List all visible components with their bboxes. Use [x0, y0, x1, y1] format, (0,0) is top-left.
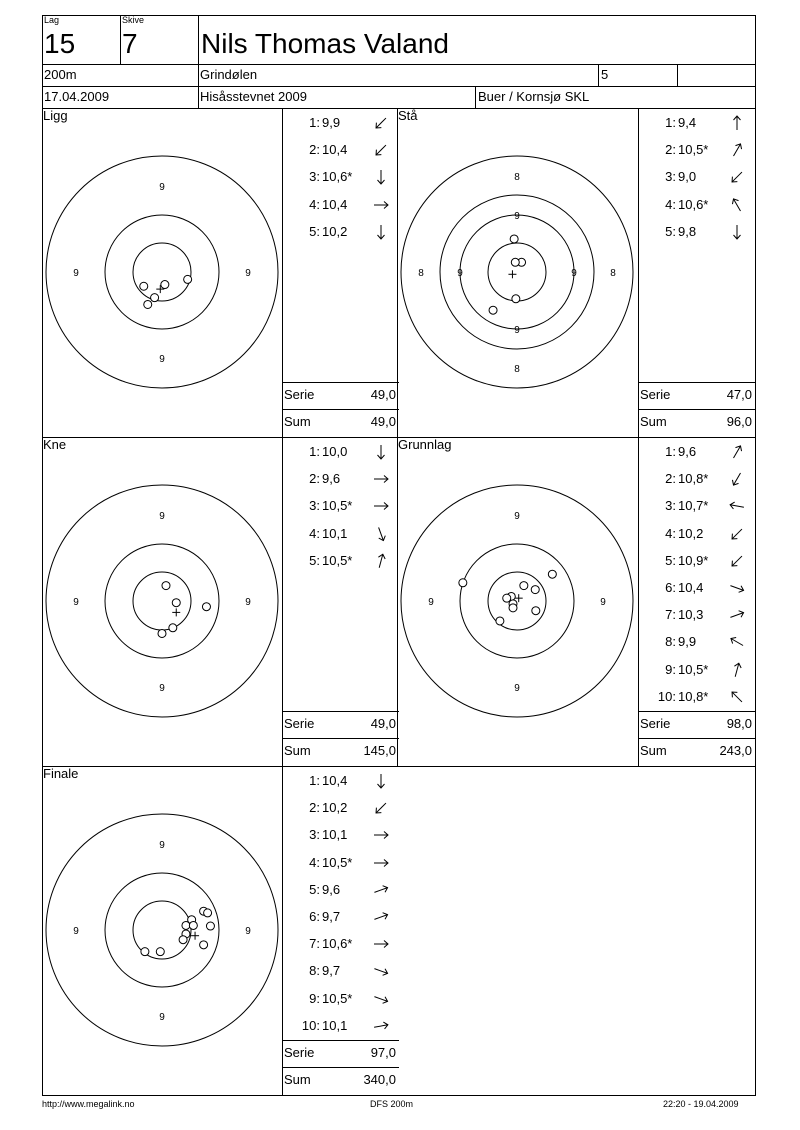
serie-label: Serie — [640, 716, 671, 731]
lag-value: 15 — [44, 28, 76, 59]
shot-hole — [179, 936, 187, 944]
shot-number: 10: — [301, 1017, 320, 1033]
direction-arrow-icon — [728, 443, 746, 461]
shot-number: 3: — [309, 498, 320, 514]
shot-value: 9,8 — [678, 223, 697, 239]
shot-number: 10: — [657, 688, 676, 704]
shot-hole — [510, 235, 518, 243]
shot-number: 9: — [665, 661, 676, 677]
shot-value: 9,6 — [322, 881, 341, 897]
shot-number: 1: — [309, 115, 320, 130]
direction-arrow-icon — [728, 168, 746, 186]
target-ring — [105, 215, 219, 329]
class-value: 5 — [601, 67, 609, 82]
club-name: Buer / Kornsjø SKL — [478, 89, 590, 104]
direction-arrow-icon — [728, 196, 746, 214]
sum-value: 145,0 — [363, 743, 396, 758]
shot-number: 2: — [309, 471, 320, 487]
shot-number: 4: — [665, 525, 676, 541]
shot-hole — [162, 582, 170, 590]
event-name: Hisåsstevnet 2009 — [200, 89, 307, 104]
lag-label: Lag — [44, 15, 60, 25]
shot-hole — [496, 617, 504, 625]
direction-arrow-icon — [728, 141, 746, 159]
sum-value: 243,0 — [719, 743, 752, 758]
shot-hole — [156, 948, 164, 956]
shot-value: 10,4 — [322, 773, 348, 788]
shot-value: 10,6* — [322, 169, 353, 185]
shot-hole — [141, 948, 149, 956]
shot-value: 10,6* — [322, 936, 353, 952]
shot-hole — [520, 582, 528, 590]
footer-program: DFS 200m — [370, 1099, 414, 1109]
shot-hole — [204, 909, 212, 917]
shot-value: 10,1 — [322, 1017, 348, 1033]
ring-label: 9 — [159, 683, 165, 694]
direction-arrow-icon — [728, 606, 746, 624]
shot-hole — [151, 294, 159, 302]
serie-label: Serie — [640, 387, 671, 402]
shot-hole — [503, 594, 511, 602]
ring-label: 9 — [514, 325, 520, 336]
direction-arrow-icon — [728, 470, 746, 488]
range-name: Grindølen — [200, 67, 258, 82]
sum-label: Sum — [284, 743, 311, 758]
direction-arrow-icon — [728, 497, 746, 515]
direction-arrow-icon — [372, 223, 390, 241]
skive-label: Skive — [122, 15, 145, 25]
direction-arrow-icon — [372, 908, 390, 926]
shot-value: 10,7* — [678, 498, 709, 514]
target-ring — [460, 544, 574, 658]
stage-name: Kne — [43, 437, 67, 452]
ring-label: 8 — [610, 268, 616, 279]
shot-number: 1: — [665, 115, 676, 130]
serie-value: 49,0 — [370, 716, 396, 731]
ring-label: 9 — [600, 597, 606, 608]
target-ring — [401, 156, 633, 388]
shot-hole — [140, 282, 148, 290]
shot-number: 9: — [309, 990, 320, 1006]
shot-number: 4: — [309, 196, 320, 212]
shot-value: 10,6* — [678, 196, 709, 212]
shot-hole — [512, 295, 520, 303]
direction-arrow-icon — [372, 443, 390, 461]
shot-number: 5: — [309, 223, 320, 239]
direction-arrow-icon — [372, 935, 390, 953]
shot-hole — [169, 624, 177, 632]
footer-timestamp: 22:20 - 19.04.2009 — [663, 1099, 739, 1109]
shooter-name: Nils Thomas Valand — [201, 28, 449, 59]
direction-arrow-icon — [728, 114, 746, 132]
shot-hole — [202, 603, 210, 611]
shot-value: 10,5* — [322, 854, 353, 870]
shot-number: 3: — [309, 169, 320, 185]
shot-hole — [172, 599, 180, 607]
ring-label: 9 — [514, 683, 520, 694]
shot-number: 2: — [665, 471, 676, 487]
ring-label: 8 — [514, 172, 520, 183]
target-ring — [488, 243, 546, 301]
shot-number: 7: — [309, 936, 320, 952]
direction-arrow-icon — [372, 826, 390, 844]
serie-label: Serie — [284, 1045, 315, 1060]
target-ring — [133, 572, 191, 630]
shot-number: 5: — [665, 552, 676, 568]
direction-arrow-icon — [728, 552, 746, 570]
shot-hole — [206, 922, 214, 930]
shot-value: 10,2 — [322, 223, 348, 239]
shot-number: 3: — [665, 169, 676, 185]
shot-value: 10,3 — [678, 607, 704, 623]
shot-number: 1: — [309, 773, 320, 788]
target-diagram — [42, 437, 282, 766]
direction-arrow-icon — [728, 223, 746, 241]
shot-value: 10,5* — [322, 552, 353, 568]
ring-label: 9 — [245, 926, 251, 937]
direction-arrow-icon — [372, 881, 390, 899]
ring-label: 9 — [428, 597, 434, 608]
shot-value: 10,1 — [322, 525, 348, 541]
shot-number: 8: — [309, 963, 320, 979]
shot-hole — [511, 258, 519, 266]
direction-arrow-icon — [372, 525, 390, 543]
shot-value: 9,4 — [678, 115, 697, 130]
skive-value: 7 — [122, 28, 138, 59]
shot-number: 3: — [665, 498, 676, 514]
footer-url: http://www.megalink.no — [42, 1099, 135, 1109]
sum-label: Sum — [640, 414, 667, 429]
direction-arrow-icon — [728, 579, 746, 597]
ring-label: 9 — [514, 511, 520, 522]
ring-label: 9 — [159, 354, 165, 365]
shot-hole — [509, 604, 517, 612]
serie-label: Serie — [284, 387, 315, 402]
direction-arrow-icon — [372, 196, 390, 214]
date: 17.04.2009 — [44, 89, 110, 104]
direction-arrow-icon — [372, 470, 390, 488]
shot-value: 9,7 — [322, 963, 341, 979]
target-ring — [105, 873, 219, 987]
shot-value: 10,5* — [678, 142, 709, 158]
ring-label: 8 — [514, 364, 520, 375]
target-ring — [133, 243, 191, 301]
target-ring — [460, 215, 574, 329]
ring-label: 9 — [457, 268, 463, 279]
shot-value: 10,8* — [678, 471, 709, 487]
ring-label: 9 — [571, 268, 577, 279]
shot-number: 3: — [309, 827, 320, 843]
shot-number: 8: — [665, 634, 676, 650]
stage-name: Ligg — [43, 108, 68, 123]
shot-number: 2: — [309, 142, 320, 158]
shot-hole — [161, 281, 169, 289]
direction-arrow-icon — [372, 962, 390, 980]
shot-hole — [531, 586, 539, 594]
shot-value: 9,6 — [678, 444, 697, 459]
shot-number: 1: — [665, 444, 676, 459]
sum-value: 49,0 — [370, 414, 396, 429]
shot-value: 9,7 — [322, 909, 341, 924]
shot-number: 1: — [309, 444, 320, 459]
direction-arrow-icon — [372, 552, 390, 570]
distance: 200m — [44, 67, 77, 82]
shot-value: 9,6 — [322, 471, 341, 487]
sum-value: 96,0 — [726, 414, 752, 429]
shot-number: 7: — [665, 607, 676, 623]
ring-label: 8 — [418, 268, 424, 279]
shot-hole — [489, 306, 497, 314]
ring-label: 9 — [159, 1012, 165, 1023]
stage-name: Stå — [398, 108, 418, 123]
direction-arrow-icon — [728, 525, 746, 543]
shot-value: 10,2 — [322, 800, 348, 816]
serie-value: 98,0 — [726, 716, 752, 731]
direction-arrow-icon — [372, 799, 390, 817]
sum-label: Sum — [284, 1072, 311, 1087]
ring-label: 9 — [159, 511, 165, 522]
shot-hole — [158, 629, 166, 637]
direction-arrow-icon — [372, 772, 390, 790]
target-ring — [105, 544, 219, 658]
shot-hole — [184, 275, 192, 283]
stage-name: Finale — [43, 766, 79, 781]
direction-arrow-icon — [372, 854, 390, 872]
ring-label: 9 — [73, 597, 79, 608]
shot-hole — [200, 941, 208, 949]
target-diagram — [397, 108, 637, 437]
sum-value: 340,0 — [363, 1072, 396, 1087]
shot-number: 2: — [665, 142, 676, 158]
ring-label: 9 — [159, 840, 165, 851]
shot-value: 10,1 — [322, 827, 348, 843]
shot-value: 10,5* — [678, 661, 709, 677]
target-diagram — [397, 437, 637, 766]
shot-hole — [532, 607, 540, 615]
target-diagram — [42, 766, 282, 1095]
shot-hole — [144, 300, 152, 308]
shot-number: 4: — [665, 196, 676, 212]
shot-value: 10,2 — [678, 525, 704, 541]
shot-value: 10,9* — [678, 552, 709, 568]
serie-label: Serie — [284, 716, 315, 731]
ring-label: 9 — [159, 182, 165, 193]
shot-number: 4: — [309, 854, 320, 870]
shot-value: 10,4 — [322, 196, 348, 212]
sum-label: Sum — [284, 414, 311, 429]
shot-value: 10,5* — [322, 990, 353, 1006]
shot-hole — [189, 921, 197, 929]
ring-label: 9 — [514, 211, 520, 222]
shot-number: 6: — [309, 909, 320, 924]
shot-hole — [182, 921, 190, 929]
shot-hole — [548, 570, 556, 578]
shot-number: 2: — [309, 800, 320, 816]
direction-arrow-icon — [372, 990, 390, 1008]
shot-hole — [459, 579, 467, 587]
shot-value: 9,0 — [678, 169, 697, 185]
ring-label: 9 — [245, 268, 251, 279]
serie-value: 97,0 — [370, 1045, 396, 1060]
ring-label: 9 — [245, 597, 251, 608]
shot-value: 10,4 — [678, 580, 704, 595]
shot-number: 6: — [665, 580, 676, 595]
shot-value: 9,9 — [322, 115, 341, 130]
direction-arrow-icon — [372, 168, 390, 186]
serie-value: 49,0 — [370, 387, 396, 402]
shot-value: 10,4 — [322, 142, 348, 158]
direction-arrow-icon — [372, 1017, 390, 1035]
target-diagram — [42, 108, 282, 437]
direction-arrow-icon — [372, 141, 390, 159]
stage-name: Grunnlag — [398, 437, 452, 452]
shot-value: 9,9 — [678, 634, 697, 650]
direction-arrow-icon — [372, 497, 390, 515]
ring-label: 9 — [73, 268, 79, 279]
shot-value: 10,8* — [678, 688, 709, 704]
direction-arrow-icon — [728, 688, 746, 706]
shot-value: 10,5* — [322, 498, 353, 514]
shot-number: 5: — [309, 881, 320, 897]
shot-number: 5: — [309, 552, 320, 568]
shot-number: 5: — [665, 223, 676, 239]
ring-label: 9 — [73, 926, 79, 937]
direction-arrow-icon — [728, 661, 746, 679]
shot-value: 10,0 — [322, 444, 348, 459]
sum-label: Sum — [640, 743, 667, 758]
direction-arrow-icon — [728, 633, 746, 651]
shot-number: 4: — [309, 525, 320, 541]
serie-value: 47,0 — [726, 387, 752, 402]
direction-arrow-icon — [372, 114, 390, 132]
